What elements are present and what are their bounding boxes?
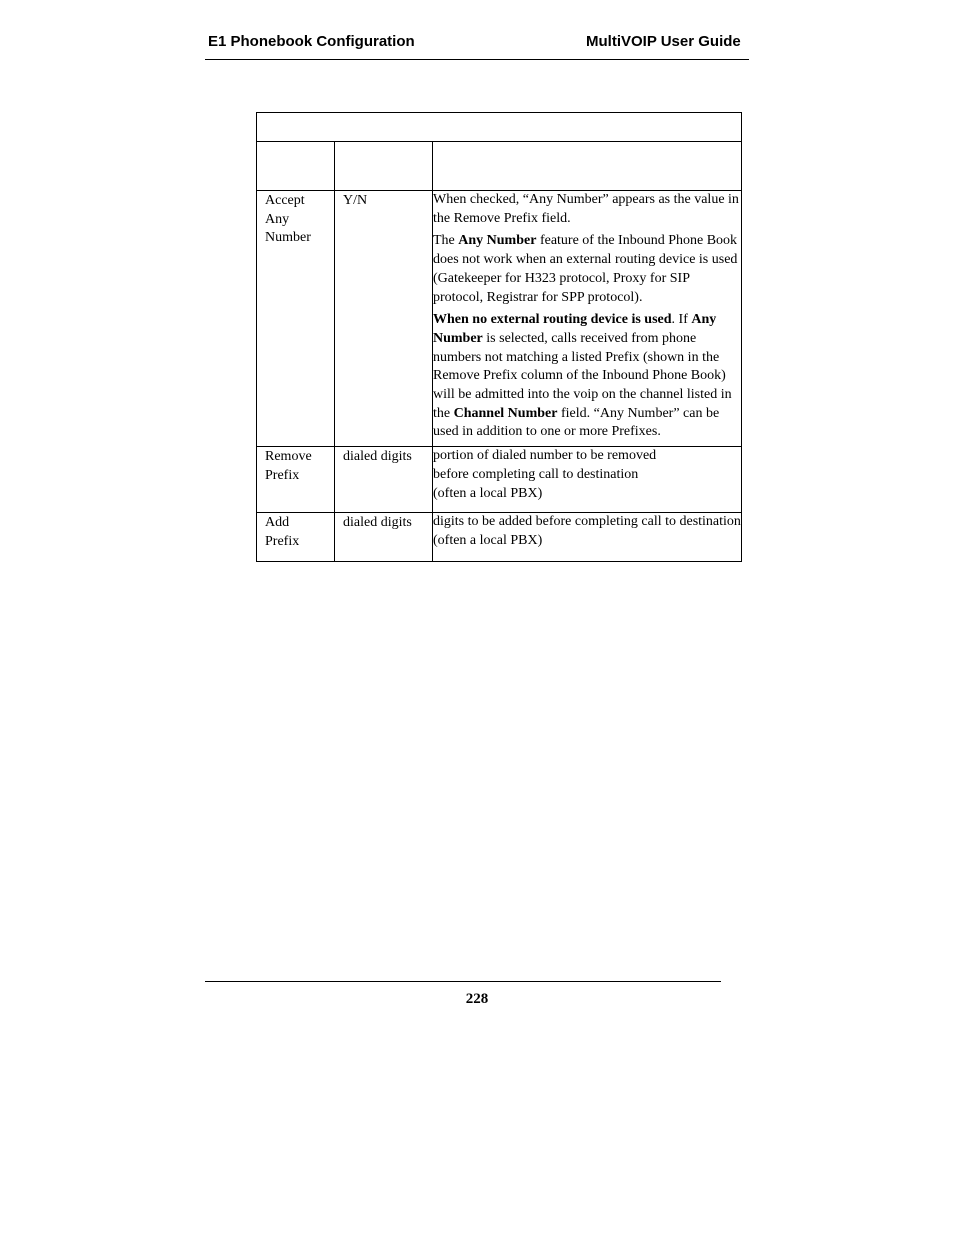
table-row-add-prefix <box>257 513 742 561</box>
bold-term: Any Number <box>433 312 717 346</box>
description-paragraph <box>433 232 741 307</box>
field-description <box>433 191 742 447</box>
text-run: The <box>433 233 459 249</box>
field-name: Add Prefix <box>265 515 300 549</box>
running-header-section: E1 Phonebook Configuration <box>208 33 415 50</box>
header-rule <box>205 59 749 60</box>
table-row-accept-any-number <box>257 191 742 447</box>
description-line: (often a local PBX) <box>433 485 543 501</box>
field-description <box>433 513 742 561</box>
table-header-row <box>257 142 742 191</box>
field-values: Y/N <box>343 193 368 208</box>
field-values: dialed digits <box>343 449 412 465</box>
description-line: portion of dialed number to be removed before completing call to destination <box>433 448 657 482</box>
bold-term: When no external routing device is used <box>433 312 672 328</box>
table-row-remove-prefix <box>257 447 742 513</box>
table-title-cell <box>257 113 742 142</box>
column-header-values <box>335 142 433 191</box>
table-title-row <box>257 113 742 142</box>
text-run: . If <box>671 312 692 328</box>
description-line: (often a local PBX) <box>433 532 543 548</box>
field-description <box>433 447 742 513</box>
text-run: feature of the Inbound Phone Book does not work when an external routing device is used (Gatekeeper for H323 protocol, Proxy for SIP protocol, Registrar for SPP protocol). <box>433 233 738 305</box>
field-name: Accept Any Number <box>265 193 311 246</box>
running-header-title: MultiVOIP User Guide <box>586 33 741 50</box>
footer-rule <box>205 981 721 982</box>
page-number: 228 <box>465 991 489 1007</box>
description-paragraph <box>433 311 741 442</box>
bold-term: Any Number <box>458 233 537 249</box>
description-paragraph: When checked, “Any Number” appears as the value in the Remove Prefix field. <box>433 192 739 226</box>
column-header-description <box>433 142 742 191</box>
field-name: Remove Prefix <box>265 449 312 483</box>
text-run: is selected, calls received from phone numbers not matching a listed Prefix (shown in the Remove Prefix column of the Inbound Phone Book) will be admitted into the voip on the channel listed in the <box>433 330 732 421</box>
description-line: digits to be added before completing call to destination <box>433 514 741 530</box>
text-run: field. “Any Number” can be used in addition to one or more Prefixes. <box>433 405 720 440</box>
field-values: dialed digits <box>343 515 412 531</box>
field-definition-table <box>256 112 742 562</box>
column-header-field <box>257 142 335 191</box>
bold-term: Channel Number <box>453 405 558 421</box>
